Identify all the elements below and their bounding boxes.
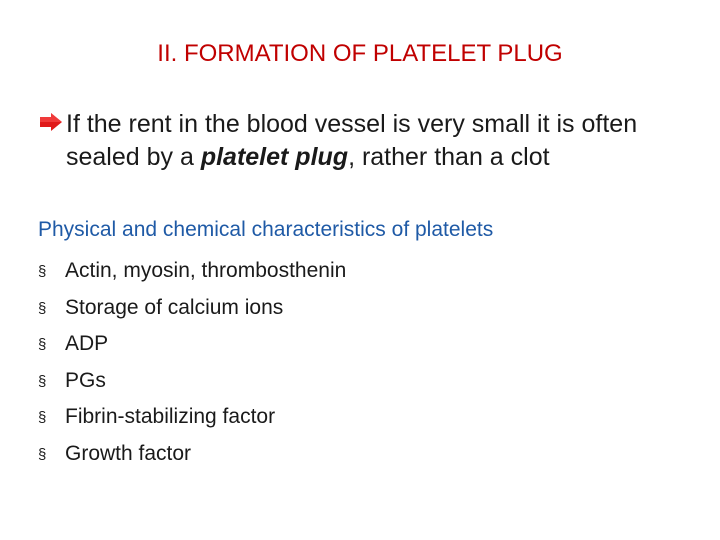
list-item-label: Storage of calcium ions <box>65 295 284 319</box>
bullet-icon: § <box>38 263 47 280</box>
list-item-label: Actin, myosin, thrombosthenin <box>65 259 347 282</box>
bullet-icon: § <box>38 372 47 390</box>
list-item-label: Fibrin-stabilizing factor <box>65 405 276 428</box>
bullet-icon: § <box>38 409 47 426</box>
lead-text <box>66 108 700 174</box>
bullet-icon: § <box>38 445 47 463</box>
list-item <box>38 437 346 474</box>
lead-text-after: , rather than a clot <box>348 143 550 171</box>
list-item <box>38 364 346 401</box>
list-item <box>38 254 346 291</box>
lead-paragraph <box>40 108 700 174</box>
list-item-label: PGs <box>65 368 106 392</box>
lead-emphasis: platelet plug <box>200 143 349 171</box>
bullet-icon: § <box>38 299 47 317</box>
list-item <box>38 291 346 328</box>
list-item-label: Growth factor <box>65 441 192 465</box>
slide-title: II. FORMATION OF PLATELET PLUG <box>157 40 563 67</box>
lead-text-before: If the rent in the blood vessel is very small it is often sealed by a <box>66 110 638 171</box>
arrow-right-icon <box>40 113 62 131</box>
list-item <box>38 327 346 364</box>
section-heading: Physical and chemical characteristics of platelets <box>38 218 494 241</box>
list-item <box>38 400 346 437</box>
list-item-label: ADP <box>65 332 109 355</box>
characteristics-list <box>38 254 346 473</box>
bullet-icon: § <box>38 336 47 353</box>
